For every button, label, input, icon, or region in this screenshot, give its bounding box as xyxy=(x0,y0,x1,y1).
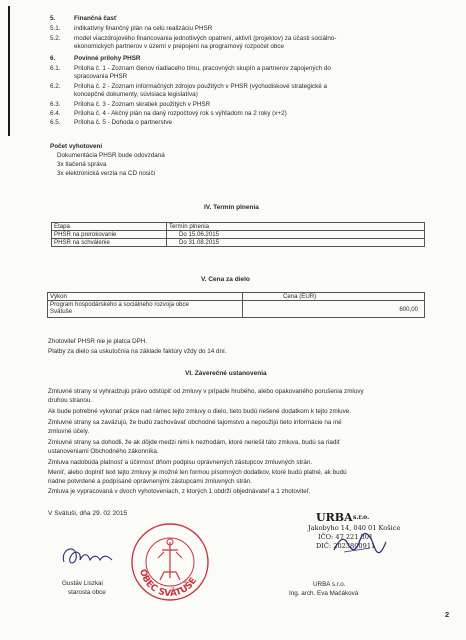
item-number: 6.2. xyxy=(50,83,61,90)
copies-title: Počet vyhotovení xyxy=(50,143,103,150)
item-number: 5.2. xyxy=(50,35,61,42)
mayor-name: Gustáv Liszkai xyxy=(62,580,103,587)
item-number: 6.5. xyxy=(50,119,61,126)
paragraph-line: Zmluvné strany sa dohodli, že ak dôjde medzi nimi k nezhodám, ktoré neriešil táto zmluva, budú sa riadiť xyxy=(48,439,341,446)
paragraph-line: zmluvné účely. xyxy=(48,428,90,435)
table-header-row xyxy=(48,293,425,301)
table-cell xyxy=(48,301,243,318)
table-cell: Do 15.06.2015 xyxy=(167,231,425,239)
termin-heading: IV. Termín plnenia xyxy=(204,204,259,211)
table-header-cell: Výkon xyxy=(48,293,243,301)
paragraph-line: Meniť, alebo doplniť text tejto zmluvy je možné len formou písomných dodatkov, ktoré budú platné, ak budú xyxy=(48,469,347,476)
seal-text: OBEC SVÄTUŠE xyxy=(137,568,200,600)
cena-row-line: Svätuše xyxy=(50,308,73,315)
termin-table xyxy=(51,222,425,247)
item-text: Príloha č. 1 - Zoznam členov riadiaceho tímu, pracovných skupín a partnerov zapojených do xyxy=(74,65,331,72)
item-text: Príloha č. 3 - Zoznam skratiek použitých v PHSR xyxy=(74,101,211,108)
item-number: 6.4. xyxy=(50,110,61,117)
section5-title: Finančná časť xyxy=(74,15,117,22)
urba-stamp-dic: DIČ: 2023800911 xyxy=(316,542,376,550)
item-text: Príloha č. 2 - Zoznam informačných zdrojov použitých v PHSR (východiskové strategické a xyxy=(74,83,328,90)
cena-heading: V. Cena za dielo xyxy=(201,276,250,283)
table-header-row xyxy=(52,223,425,231)
paragraph-line: Zmluva nadobúda platnosť a účinnosť dňom podpisu oprávnených zástupcov zmluvných strán. xyxy=(48,459,313,466)
copies-line: 3x elektronická verzia na CD nosiči xyxy=(57,170,155,177)
section6-number: 6. xyxy=(50,55,56,62)
urba-stamp-ico: IČO: 47 221 801 xyxy=(318,533,374,541)
item-text: koncepčné dokumenty, súvisiaca legislatíva) xyxy=(74,91,198,98)
section6-title: Povinné prílohy PHSR xyxy=(74,55,141,62)
contractor-role: Ing. arch. Eva Mačáková xyxy=(289,590,359,597)
item-text: Príloha č. 4 - Akčný plán na daný rozpočtový rok s výhľadom na 2 roky (x+2) xyxy=(74,110,287,117)
place-date: V Svätuši, dňa 29. 02 2015 xyxy=(48,510,128,517)
table-row xyxy=(48,301,425,318)
urba-stamp-address: Jakobyho 14, 040 01 Košice xyxy=(308,524,401,532)
item-number: 6.1. xyxy=(50,65,61,72)
item-text: model viaczdrojového financovania jednotlivých opatrení, aktivít (projektov) za účasti sociálno- xyxy=(74,35,337,42)
left-margin-bar xyxy=(8,6,10,136)
section5-number: 5. xyxy=(50,15,56,22)
cena-note: Platby za dielo sa uskutočnia na základe faktúry vždy do 14 dní. xyxy=(48,348,227,355)
item-text: indikatívny finančný plán na celú realizáciu PHSR xyxy=(74,25,213,32)
item-text: Príloha č. 5 - Dohoda o partnerstve xyxy=(74,119,173,126)
table-cell: PHSR na schválenie xyxy=(52,239,167,247)
cena-row-line: Program hospodárskeho a sociálneho rozvoja obce xyxy=(50,301,189,308)
table-row xyxy=(52,239,425,247)
item-text: spracovania PHSR xyxy=(74,73,128,80)
page-number: 2 xyxy=(445,610,450,619)
table-row xyxy=(52,231,425,239)
copies-line: 3x tlačená správa xyxy=(57,161,107,168)
obec-seal-icon xyxy=(130,522,210,602)
item-number: 5.1. xyxy=(50,25,61,32)
mayor-role: starosta obce xyxy=(68,589,106,596)
table-cell: 600,00 xyxy=(243,301,425,318)
table-header-cell: Cena (EUR) xyxy=(243,293,425,301)
urba-stamp-name: URBA xyxy=(316,511,353,524)
paragraph-line: Zmluva je vypracovaná v dvoch vyhotoveniach, z ktorých 1 obdrží objednávateľ a 1 zhotoviteľ. xyxy=(48,488,311,495)
paragraph-line: Zmluvné strany sa zaväzujú, že budú zachovávať obchodné tajomstvo a nepoužijú tieto informácie na iné xyxy=(48,419,342,426)
table-cell: Do 31.08.2015 xyxy=(167,239,425,247)
contractor-name: URBA s.r.o. xyxy=(313,581,346,588)
urba-signature-icon xyxy=(330,532,390,556)
urba-stamp-suffix: s.r.o. xyxy=(353,514,370,521)
zaverecne-heading: VI. Záverečné ustanovenia xyxy=(185,370,267,377)
paragraph-line: druhou stranou. xyxy=(48,397,93,404)
table-header-cell: Termín plnenia xyxy=(167,223,425,231)
cena-note: Zhotoviteľ PHSR nie je platca DPH. xyxy=(48,338,148,345)
item-text: ekonomických partnerov v území v prepojení na programový rozpočet obce xyxy=(74,43,285,50)
item-number: 6.3. xyxy=(50,101,61,108)
paragraph-line: Ak bude potrebné vykonať práce nad rámec tejto zmluvy o dielo, tieto budú riešené dodatkom k tejto zmluve. xyxy=(48,408,352,415)
table-cell: PHSR na prerokovanie xyxy=(52,231,167,239)
copies-line: Dokumentácia PHSR bude odovzdaná xyxy=(57,152,165,159)
cena-table xyxy=(47,292,425,318)
paragraph-line: riadne potvrdené a podpísané oprávnenými zástupcami zmluvných strán. xyxy=(48,478,253,485)
paragraph-line: Zmluvné strany si vyhradzujú právo odstúpiť od zmluvy v prípade hrubého, alebo opakovaného porušenia zmluvy xyxy=(48,388,364,395)
table-header-cell: Etapa xyxy=(52,223,167,231)
mayor-signature-icon xyxy=(58,542,116,570)
paragraph-line: ustanoveniami Obchodného zákonníka. xyxy=(48,448,159,455)
